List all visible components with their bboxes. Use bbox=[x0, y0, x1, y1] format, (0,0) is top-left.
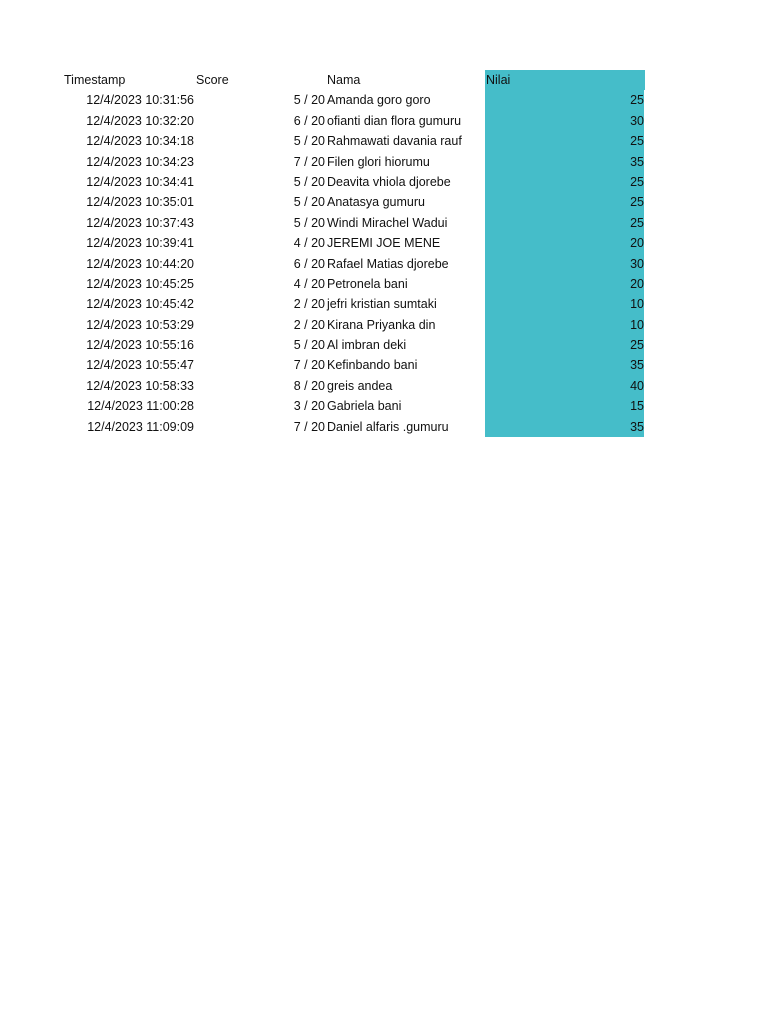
header-row bbox=[62, 70, 644, 90]
table-row bbox=[62, 396, 644, 416]
table-row bbox=[62, 90, 644, 110]
timestamp-cell: 12/4/2023 10:45:25 bbox=[86, 276, 194, 291]
nilai-cell: 35 bbox=[485, 355, 644, 375]
score-cell: 6 / 20 bbox=[293, 256, 325, 271]
timestamp-cell: 12/4/2023 10:34:41 bbox=[86, 174, 194, 189]
nama-cell: greis andea bbox=[327, 378, 393, 393]
nilai-cell: 30 bbox=[485, 111, 644, 131]
table-row bbox=[62, 274, 644, 294]
table-row bbox=[62, 111, 644, 131]
nama-cell: Daniel alfaris .gumuru bbox=[327, 419, 449, 434]
table-row bbox=[62, 355, 644, 375]
timestamp-cell: 12/4/2023 10:32:20 bbox=[86, 113, 194, 128]
nilai-cell: 25 bbox=[485, 131, 644, 151]
nama-cell: ofianti dian flora gumuru bbox=[327, 113, 462, 128]
timestamp-cell: 12/4/2023 10:53:29 bbox=[86, 317, 194, 332]
nilai-cell: 25 bbox=[485, 172, 644, 192]
timestamp-cell: 12/4/2023 10:39:41 bbox=[86, 236, 194, 251]
header-score: Score bbox=[196, 73, 229, 87]
score-cell: 5 / 20 bbox=[293, 338, 325, 353]
nama-cell: Rafael Matias djorebe bbox=[327, 256, 449, 271]
score-cell: 4 / 20 bbox=[293, 236, 325, 251]
nama-cell: Rahmawati davania rauf bbox=[327, 134, 462, 149]
table-row bbox=[62, 335, 644, 355]
spreadsheet-table bbox=[62, 70, 644, 437]
score-cell: 7 / 20 bbox=[293, 358, 325, 373]
score-cell: 7 / 20 bbox=[293, 154, 325, 169]
table-row bbox=[62, 254, 644, 274]
nilai-cell: 35 bbox=[485, 152, 644, 172]
nama-cell: Windi Mirachel Wadui bbox=[327, 215, 448, 230]
nilai-cell: 20 bbox=[485, 274, 644, 294]
nama-cell: jefri kristian sumtaki bbox=[327, 297, 437, 312]
table-row bbox=[62, 233, 644, 253]
nama-cell: Kefinbando bani bbox=[327, 358, 418, 373]
nama-cell: Al imbran deki bbox=[327, 338, 407, 353]
nilai-cell: 25 bbox=[485, 213, 644, 233]
table-row bbox=[62, 315, 644, 335]
timestamp-cell: 12/4/2023 11:09:09 bbox=[87, 419, 194, 434]
header-nama: Nama bbox=[327, 73, 361, 87]
score-cell: 5 / 20 bbox=[293, 195, 325, 210]
score-cell: 8 / 20 bbox=[293, 378, 325, 393]
table-row bbox=[62, 213, 644, 233]
score-cell: 2 / 20 bbox=[293, 317, 325, 332]
nama-cell: JEREMI JOE MENE bbox=[327, 236, 441, 251]
timestamp-cell: 12/4/2023 10:37:43 bbox=[86, 215, 194, 230]
nilai-cell: 10 bbox=[485, 294, 644, 314]
nama-cell: Amanda goro goro bbox=[327, 93, 431, 108]
nilai-cell: 15 bbox=[485, 396, 644, 416]
timestamp-cell: 12/4/2023 10:55:16 bbox=[86, 338, 194, 353]
score-cell: 7 / 20 bbox=[293, 419, 325, 434]
nama-cell: Petronela bani bbox=[327, 276, 408, 291]
timestamp-cell: 12/4/2023 11:00:28 bbox=[87, 399, 194, 414]
score-cell: 6 / 20 bbox=[293, 113, 325, 128]
nama-cell: Anatasya gumuru bbox=[327, 195, 425, 210]
table-row bbox=[62, 294, 644, 314]
table-row bbox=[62, 417, 644, 437]
score-cell: 4 / 20 bbox=[293, 276, 325, 291]
nilai-cell: 20 bbox=[485, 233, 644, 253]
nilai-cell: 35 bbox=[485, 417, 644, 437]
score-cell: 3 / 20 bbox=[293, 399, 325, 414]
header-nilai: Nilai bbox=[485, 70, 645, 90]
table-row bbox=[62, 131, 644, 151]
timestamp-cell: 12/4/2023 10:44:20 bbox=[86, 256, 194, 271]
score-cell: 5 / 20 bbox=[293, 134, 325, 149]
timestamp-cell: 12/4/2023 10:34:18 bbox=[86, 134, 194, 149]
table-row bbox=[62, 376, 644, 396]
nilai-cell: 25 bbox=[485, 90, 644, 110]
nilai-cell: 30 bbox=[485, 254, 644, 274]
nilai-cell: 25 bbox=[485, 192, 644, 212]
table-row bbox=[62, 152, 644, 172]
timestamp-cell: 12/4/2023 10:55:47 bbox=[86, 358, 194, 373]
nilai-cell: 40 bbox=[485, 376, 644, 396]
timestamp-cell: 12/4/2023 10:58:33 bbox=[86, 378, 194, 393]
header-timestamp: Timestamp bbox=[64, 73, 126, 87]
score-cell: 5 / 20 bbox=[293, 174, 325, 189]
nama-cell: Kirana Priyanka din bbox=[327, 317, 436, 332]
timestamp-cell: 12/4/2023 10:31:56 bbox=[86, 93, 194, 108]
score-cell: 5 / 20 bbox=[293, 93, 325, 108]
nilai-cell: 25 bbox=[485, 335, 644, 355]
nilai-cell: 10 bbox=[485, 315, 644, 335]
table-row bbox=[62, 192, 644, 212]
nama-cell: Deavita vhiola djorebe bbox=[327, 174, 451, 189]
timestamp-cell: 12/4/2023 10:45:42 bbox=[86, 297, 194, 312]
nama-cell: Filen glori hiorumu bbox=[327, 154, 430, 169]
table-row bbox=[62, 172, 644, 192]
score-cell: 5 / 20 bbox=[293, 215, 325, 230]
timestamp-cell: 12/4/2023 10:34:23 bbox=[86, 154, 194, 169]
table-body bbox=[62, 90, 644, 437]
nama-cell: Gabriela bani bbox=[327, 399, 402, 414]
timestamp-cell: 12/4/2023 10:35:01 bbox=[86, 195, 194, 210]
score-cell: 2 / 20 bbox=[293, 297, 325, 312]
